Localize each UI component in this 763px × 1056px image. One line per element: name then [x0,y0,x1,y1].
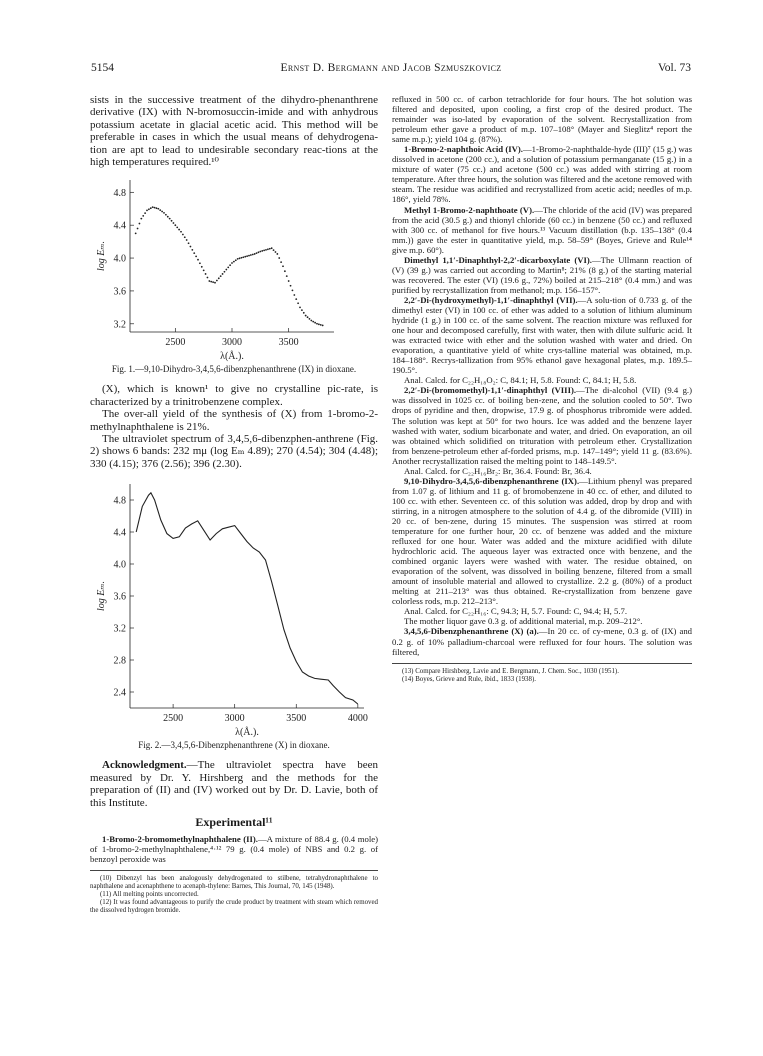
x-tick-label: 3000 [224,713,245,725]
data-point [212,282,214,284]
data-point [150,208,152,210]
data-point [301,310,303,312]
paragraph-dihydro [392,476,692,607]
footnote-14: (14) Boyes, Grieve and Rule, ibid., 1833 (1938). [402,675,536,683]
data-point [278,258,280,260]
y-axis-label: log Eₘ. [96,241,107,272]
data-point [248,255,250,257]
data-point [303,312,305,314]
data-point [140,218,142,220]
compound-v-title: Methyl 1-Bromo-2-naphthoate (V). [404,204,535,215]
footnote-13: (13) Compare Hirshberg, Lavie and E. Bergmann, J. Chem. Soc., 1030 (1951). [402,667,619,675]
series-line [136,493,358,704]
data-point [216,280,218,282]
compound-ix-title: 9,10-Dihydro-3,4,5,6-dibenzphenanthrene (IX). [404,475,580,486]
data-point [208,281,210,283]
data-point [290,285,292,287]
data-point [169,218,171,220]
y-tick-label: 3.2 [113,623,126,635]
data-point [286,276,288,278]
experimental-heading: Experimental¹¹ [195,814,273,829]
data-point [312,321,314,323]
footnote-11: (11) All melting points uncorrected. [100,891,199,899]
data-point [227,267,229,269]
figure-2-caption: Fig. 2.—3,4,5,6-Dibenzphenanthrene (X) in dioxane. [138,740,330,751]
x-tick-label: 3000 [222,337,242,349]
data-point [220,276,222,278]
data-point [241,257,243,259]
data-point [316,323,318,325]
y-tick-label: 4.0 [113,559,126,571]
analysis-viii: Anal. Calcd. for C₂₂H₁₆Br₂: Br, 36.4. Found: Br, 36.4. [404,465,592,476]
data-point [197,259,199,261]
intro-paragraph: sists in the successive treatment of the dihydro-phenanthrene derivative (IX) with N-bromosuccin-imide and with anhydrous potassium acetate in glacial acetic acid. This method will be preferable in cases in which the usual means of dehydrogena-tion are apt to lead to undesirable secondary reac-tions at the high temperatures required.¹⁰ [90,94,378,169]
data-point [142,215,144,217]
paragraph-methyl-ester [392,205,692,255]
data-point [242,257,244,259]
experimental-first-paragraph [90,834,378,864]
data-point [148,209,150,211]
y-tick-label: 2.4 [113,687,126,699]
data-point [280,262,282,264]
compound-v-text: —The chloride of the acid (IV) was prepared from the acid (30.5 g.) and thionyl chloride (60 cc.) in benzene (50 cc.) and refluxed with 300 cc. of methanol for five hours.¹³ Vacuum distillation (b.p. 135–138° (0.4 mm.)) gave the ester in quantitative yield, m.p. 58–59° (Boyes, Grieve and Rule¹⁴ give m.p. 60°). [392,204,692,255]
footnote-12: (12) It was found advantageous to purify the crude product by treatment with steam which removed the dissolved hydrogen bromide. [90,899,378,915]
compound-vii-text: —A solu-tion of 0.733 g. of the dimethyl ester (VI) in 100 cc. of ether was added to a solution of lithium aluminum hydride (1 g.) in 100 cc. of the same solvent. The reaction mixture was refluxed for one hour and decomposed carefully, first with water, then with dilute sulfuric acid. It was extracted twice with ether and the solution washed with water and dried. On evaporation, a quantitative yield of white crys-talline material was obtained, m.p. 184–188°. Recrys-tallization from 95% ethanol gave hexagonal plates, m.p. 189.5–190.5°. [392,294,692,376]
figure-1-chart [90,172,378,362]
volume-label: Vol. 73 [657,62,691,74]
x-tick-label: 2500 [165,337,186,349]
compound-vi-title: Dimethyl 1,1′-Dinaphthyl-2,2′-dicarboxylate (VI). [404,254,592,265]
data-point [203,270,205,272]
data-point [271,248,273,250]
data-point [157,208,159,210]
y-tick-label: 2.8 [113,655,126,667]
data-point [237,258,239,260]
data-point [214,282,216,284]
x-axis-label: λ(Å.). [235,727,259,739]
paragraph-spectrum: The ultraviolet spectrum of 3,4,5,6-dibenzphen-anthrene (Fig. 2) shows 6 bands: 232 mμ (log Eₘ 4.89); 270 (4.54); 304 (4.48); 330 (4.15); 376 (2.56); 396 (2.30). [90,433,378,470]
data-point [218,278,220,280]
data-point [318,324,320,326]
compound-ii-title: 1-Bromo-2-bromomethylnaphthalene (II). [102,833,258,844]
analysis-ix: Anal. Calcd. for C₂₂H₁₆: C, 94.3; H, 5.7. Found: C, 94.4; H, 5.7. [404,606,628,617]
data-point [254,253,256,255]
paragraph-naphthoic-acid [392,144,692,204]
data-point [322,325,324,327]
data-point [165,214,167,216]
acknowledgment-heading: Acknowledgment. [102,759,187,772]
figure-2-chart [90,476,378,738]
data-point [288,281,290,283]
paragraph-reflux: refluxed in 500 cc. of carbon tetrachloride for four hours. The hot solution was filtered and deposited, upon cooling, a first crop of the desired product. The remainder was iso-lated by evaporation of the solvent. Recrystallization from petroleum ether gave a product of m.p. 107–108° (Mayer and Sieglitz⁴ report the same m.p.); yield 104 g. (87%). [392,94,692,145]
data-point [250,255,252,257]
data-point [184,237,186,239]
data-point [188,243,190,245]
data-point [252,254,254,256]
data-point [314,322,316,324]
footnote-rule-right [392,663,692,664]
data-point [259,251,261,253]
data-point [309,318,311,320]
y-axis-label: log Eₘ. [96,581,107,612]
compound-viii-title: 2,2′-Di-(bromomethyl)-1,1′-dinaphthyl (VIII). [404,385,577,396]
data-point [307,317,309,319]
compound-x-title: 3,4,5,6-Dibenzphenanthrene (X) (a). [404,626,539,637]
data-point [222,273,224,275]
data-point [152,207,154,209]
data-point [297,303,299,305]
footnote-10: (10) Dibenzyl has been analogously dehydrogenated to stilbene, tetrahydronaphthalene to naphthalene and acenaphthene to acenaph-thylene: Barnes, This Journal, 70, 145 (1948). [90,875,378,891]
data-point [263,250,265,252]
y-tick-label: 4.8 [113,495,126,507]
data-point [195,256,197,258]
data-point [256,253,258,255]
data-point [293,295,295,297]
data-point [276,253,278,255]
data-point [178,229,180,231]
data-point [161,211,163,213]
data-point [159,210,161,212]
x-axis-label: λ(Å.). [220,351,244,363]
x-tick-label: 2500 [163,713,184,725]
footnote-rule-left [90,870,378,871]
data-point [310,320,312,322]
data-point [201,266,203,268]
paragraph-mother-liquor: The mother liquor gave 0.3 g. of additional material, m.p. 209–212°. [404,616,643,627]
data-point [173,223,175,225]
paragraph-picrate: (X), which is known¹ to give no crystalline pic-rate, is characterized by a trinitrobenzene complex. [90,383,378,408]
figure-1-caption: Fig. 1.—9,10-Dihydro-3,4,5,6-dibenzphenanthrene (IX) in dioxane. [111,364,357,375]
data-point [233,261,235,263]
data-point [171,220,173,222]
y-tick-label: 3.6 [113,591,126,603]
data-point [176,227,178,229]
data-point [167,216,169,218]
paragraph-dibenzphenanthrene [392,626,692,656]
data-point [258,252,260,254]
compound-iv-title: 1-Bromo-2-naphthoic Acid (IV). [404,144,523,155]
data-point [186,240,188,242]
data-point [225,269,227,271]
data-point [246,256,248,258]
data-point [235,260,237,262]
compound-ii-text: —A mixture of 88.4 g. (0.4 mole) of 1-bromo-2-methylnaphthalene,⁴·¹² 79 g. (0.4 mole) of NBS and 0.2 g. of benzoyl peroxide was [90,833,378,864]
data-point [299,307,301,309]
paragraph-yield: The over-all yield of the synthesis of (X) from 1-bromo-2-methylnaphthalene is 21%. [90,408,378,433]
data-point [269,248,271,250]
data-point [292,290,294,292]
data-point [305,315,307,317]
data-point [182,234,184,236]
data-point [267,249,269,251]
data-point [139,223,141,225]
x-tick-label: 4000 [347,713,368,725]
y-tick-label: 3.6 [113,286,126,298]
data-point [137,228,139,230]
running-title: Ernst D. Bergmann and Jacob Szmuszkovicz [280,62,502,74]
data-point [199,263,201,265]
paragraph-dibromide [392,385,692,465]
data-point [154,207,156,209]
right-column [392,94,692,684]
data-point [320,324,322,326]
acknowledgment-text: —The ultraviolet spectra have been measured by Dr. Y. Hirshberg and the methods for the preparation of (II) and (IV) worked out by Dr. D. Lavie, both of this Institute. [90,759,378,809]
data-point [190,246,192,248]
data-point [284,271,286,273]
data-point [146,210,148,212]
running-header [91,62,691,80]
data-point [282,266,284,268]
data-point [135,233,137,235]
data-point [239,258,241,260]
compound-x-text: —In 20 cc. of cy-mene, 0.3 g. of (IX) and 0.2 g. of 10% palladium-charcoal were refluxed for four hours. The solution was filtered, [392,626,693,657]
data-point [275,252,277,254]
data-point [261,250,263,252]
left-column [90,94,378,916]
y-tick-label: 4.4 [113,221,126,233]
acknowledgment-paragraph [90,759,378,809]
data-point [224,271,226,273]
data-point [191,249,193,251]
data-point [295,299,297,301]
data-point [273,250,275,252]
data-point [231,263,233,265]
y-tick-label: 3.2 [113,319,126,331]
data-point [265,249,267,251]
compound-viii-text: —The di-alcohol (VII) (9.4 g.) was dissolved in 1025 cc. of boiling ben-zene, and the solution cooled to 50°. Two drops of pyridine and then, dropwise, 17.9 g. of phosphorus tribromide were added. The solution was kept at 50° for two hours. Ice was added and the benzene layer washed with water, sodium bicarbonate and water, and dried. On evaporation, an oil was obtained which solidified on trituration with petroleum ether. Crystallization from benzene-petroleum ether af-forded prisms, m.p. 147–149°; yield 11 g. (83.6%). Another recrystallization raised the melting point to 148–149.5°. [392,385,692,466]
data-point [210,281,212,283]
data-point [229,265,231,267]
data-point [174,225,176,227]
data-point [156,208,158,210]
data-point [193,253,195,255]
y-tick-label: 4.8 [113,188,126,200]
data-point [205,273,207,275]
paragraph-dialcohol [392,295,692,375]
x-tick-label: 3500 [278,337,299,349]
y-tick-label: 4.0 [113,253,126,265]
compound-vi-text: —The Ullmann reaction of (V) (39 g.) was carried out according to Martin⁸; 21% (8 g.) of the starting material was recovered. The ester (VI) (19.6 g., 72%) boiled at 215–218° (0.4 mm.) and was purified by recrystallization from methanol; m.p. 156–157°. [392,254,692,295]
compound-vii-title: 2,2′-Di-(hydroxymethyl)-1,1′-dinaphthyl (VII). [404,294,578,305]
data-point [163,212,165,214]
compound-iv-text: —1-Bromo-2-naphthalde-hyde (III)⁷ (15 g.) was dissolved in acetone (200 cc.), and a solution of potassium permanganate (15 g.) in a mixture of water (75 cc.) and acetone (500 cc.) was added with stirring at room temperature. After three hours, the solution was filtered and the acetone removed with steam. The residue was acidified and recrystallized from acetic acid; needles of m.p. 186°, yield 78%. [392,144,692,205]
y-tick-label: 4.4 [113,527,126,539]
data-point [207,277,209,279]
compound-ix-text: —Lithium phenyl was prepared from 1.07 g. of lithium and 11 g. of bromobenzene in 40 cc. of ether, and diluted to 100 cc. with ether. Seventeen cc. of this solution was added, drop by drop and with stirring, in a nitrogen atmosphere to the solution of 4.4 g. of the dibromide (VIII) in 20 cc. of ben-zene, during 15 minutes. The suspension was stirred at room temperature for one further hour, 20 cc. of benzene was added and the mixture refluxed for one hour. Water was added and the mixture acidified with dilute hydrochloric acid. The aqueous layer was extracted once with benzene, and the combined organic layers were washed with water. The residue obtained, on evaporation of the solvent, was dissolved in boiling benzene, filtered from a small amount of insoluble material and allowed to crystallize. 2.2 g. (80%) of a product melting at 211–213° was thus obtained. Re-crystallization from benzene gave colorless rods, m.p. 212–213°. [392,475,692,607]
x-tick-label: 3500 [286,713,307,725]
data-point [180,231,182,233]
paragraph-dimethyl-ester [392,255,692,295]
data-point [244,256,246,258]
analysis-vii: Anal. Calcd. for C₂₂H₁₈O₂: C, 84.1; H, 5.8. Found: C, 84.1; H, 5.8. [404,375,637,386]
data-point [144,213,146,215]
page-number: 5154 [91,62,114,74]
